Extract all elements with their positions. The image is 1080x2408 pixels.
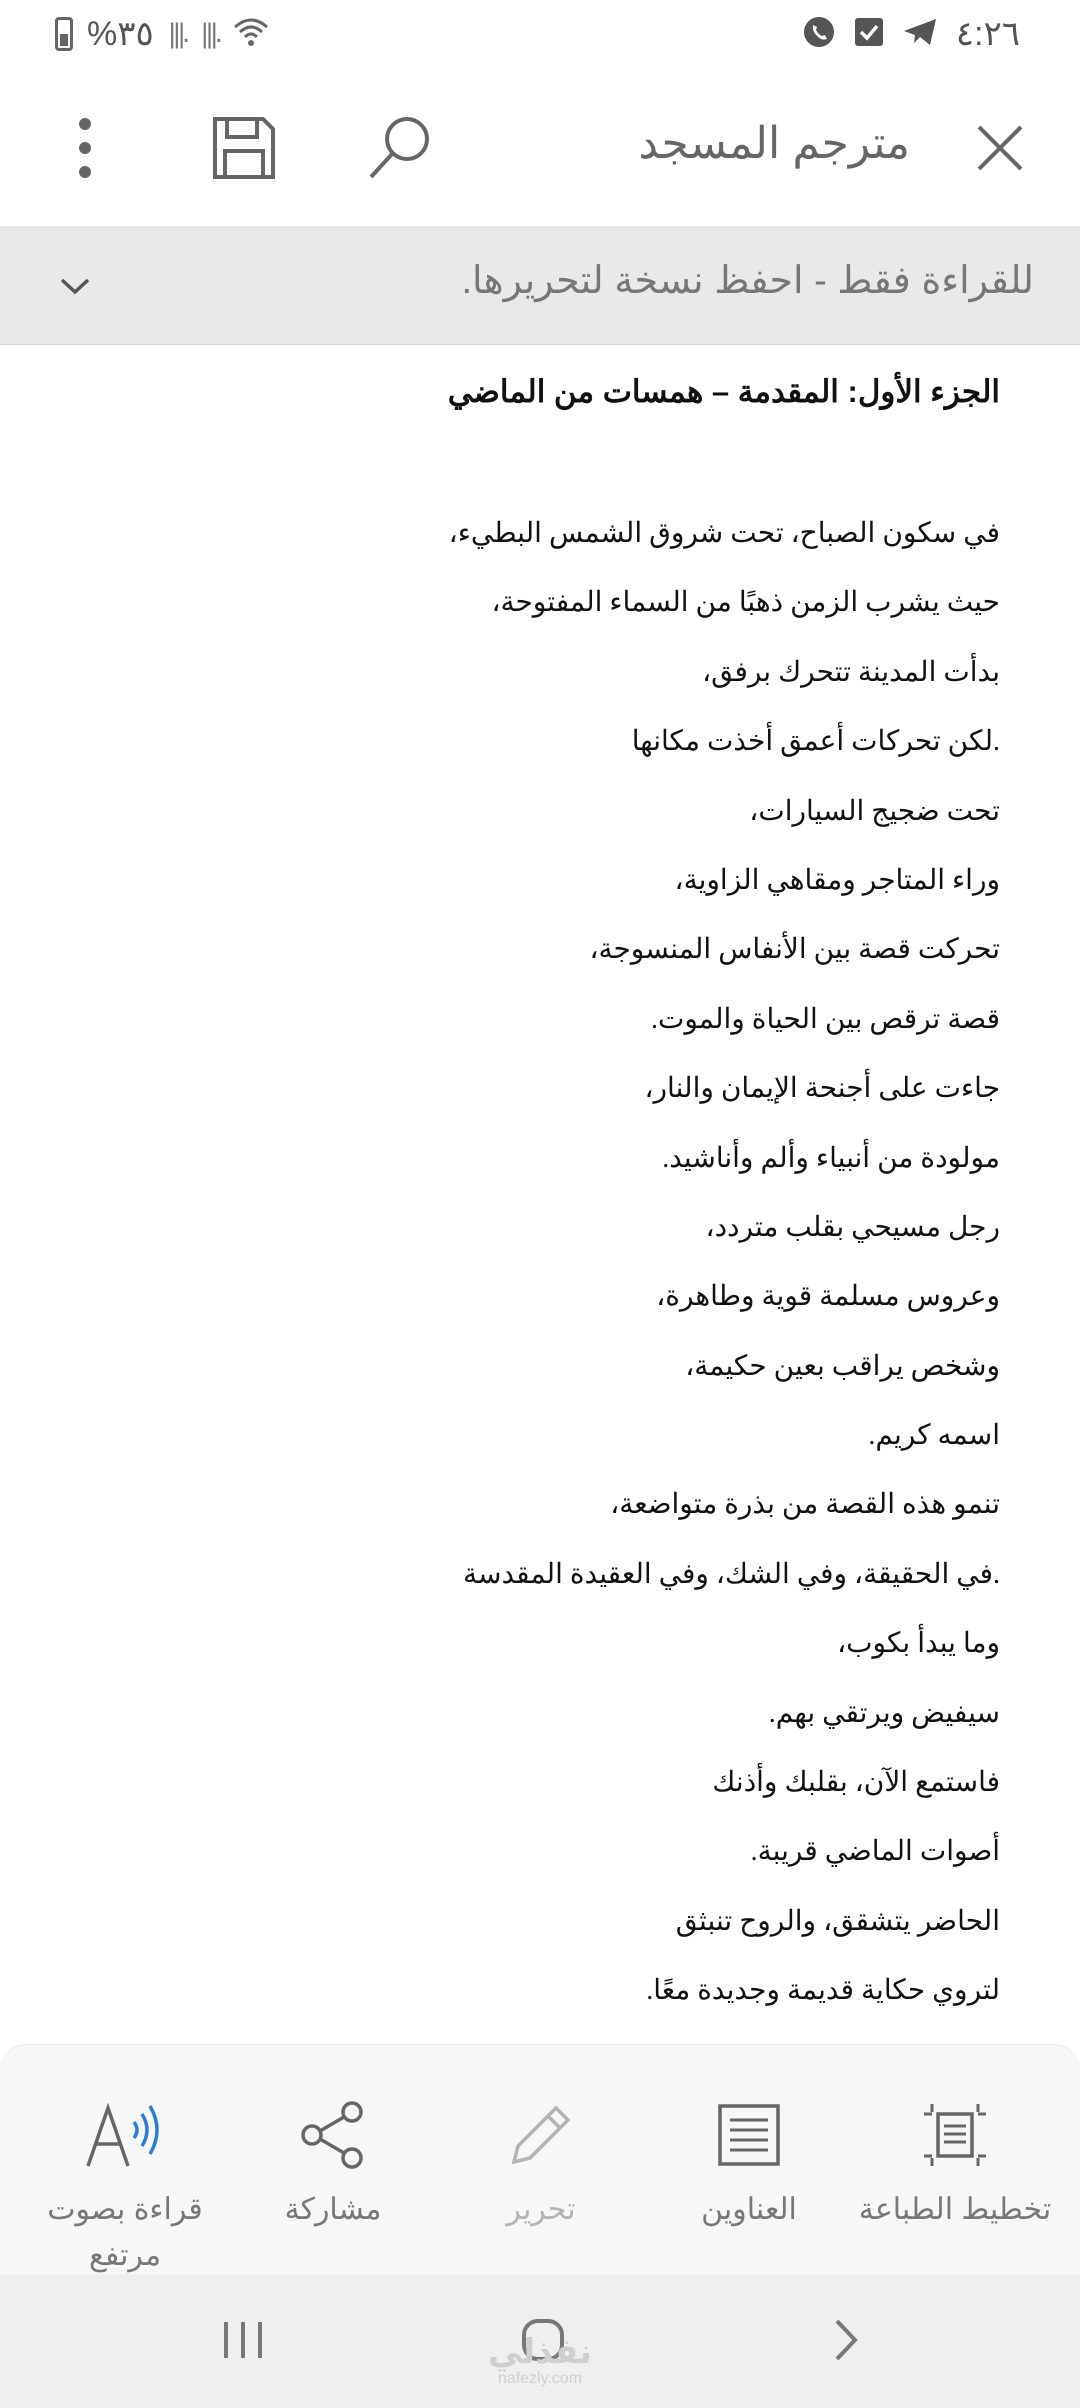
text-line: .في الحقيقة، وفي الشك، وفي العقيدة المقدسة (463, 1558, 1000, 1590)
signal-icon-2: |||. (200, 19, 219, 49)
text-line: في سكون الصباح، تحت شروق الشمس البطيء، (448, 518, 1000, 549)
text-line: جاءت على أجنحة الإيمان والنار، (644, 1073, 1000, 1105)
text-line: سيفيض ويرتقي بهم. (768, 1697, 1000, 1729)
save-button[interactable] (204, 108, 284, 188)
back-button[interactable] (805, 2310, 885, 2370)
share-icon (298, 2100, 368, 2170)
watermark (470, 2334, 610, 2388)
document-heading: الجزء الأول: المقدمة – همسات من الماضي (447, 374, 1000, 409)
text-line: حيث يشرب الزمن ذهبًا من السماء المفتوحة، (491, 587, 1000, 619)
text-line: رجل مسيحي بقلب متردد، (705, 1211, 1000, 1243)
clock: ٤:٢٦ (955, 15, 1020, 53)
headings-button[interactable] (644, 2095, 854, 2233)
text-line: أصوات الماضي قريبة. (750, 1836, 1000, 1868)
signal-icon: |||. (167, 19, 187, 49)
bottom-toolbar (0, 2044, 1080, 2275)
edit-button[interactable] (436, 2095, 646, 2233)
read-aloud-label: قراءة بصوت مرتفع (47, 2193, 203, 2272)
close-icon (975, 123, 1025, 173)
read-only-banner (0, 228, 1080, 345)
status-left-group (55, 14, 269, 54)
battery-level: %٣٥ (87, 15, 154, 53)
close-button[interactable] (960, 108, 1040, 188)
status-right-group (802, 14, 1020, 54)
watermark-brand: نفذلي (487, 2332, 593, 2372)
headings-label: العناوين (701, 2193, 797, 2226)
search-button[interactable] (360, 108, 440, 188)
text-line: وشخص يراقب بعين حكيمة، (685, 1350, 1000, 1382)
print-layout-label: تخطيط الطباعة (858, 2193, 1052, 2226)
app-bar (0, 70, 1080, 228)
document-body (0, 344, 1080, 2044)
chevron-down-icon (50, 260, 100, 310)
share-button[interactable] (228, 2095, 438, 2233)
read-aloud-button[interactable] (20, 2095, 230, 2279)
search-icon (365, 113, 435, 183)
wifi-icon (233, 17, 269, 51)
status-bar (0, 0, 1080, 70)
recent-apps-icon (218, 2318, 268, 2362)
system-navigation-bar (0, 2274, 1080, 2408)
print-layout-button[interactable] (850, 2095, 1060, 2233)
text-line: تنمو هذه القصة من بذرة متواضعة، (610, 1489, 1000, 1521)
text-line: وما يبدأ بكوب، (837, 1628, 1000, 1660)
text-line: بدأت المدينة تتحرك برفق، (702, 656, 1000, 688)
pencil-icon (506, 2100, 576, 2170)
text-line: مولودة من أنبياء وألم وأناشيد. (662, 1142, 1000, 1174)
document-title: مترجم المسجد (638, 119, 910, 168)
expand-banner-button[interactable] (50, 260, 100, 310)
text-line: فاستمع الآن، بقلبك وأذنك (712, 1767, 1000, 1799)
save-icon (211, 115, 277, 181)
edit-label: تحرير (506, 2193, 576, 2226)
more-options-button[interactable] (45, 108, 125, 188)
recent-apps-button[interactable] (203, 2310, 283, 2370)
share-label: مشاركة (284, 2193, 382, 2226)
text-line: قصة ترقص بين الحياة والموت. (650, 1003, 1000, 1035)
poem-lines (449, 514, 1000, 2041)
text-line: اسمه كريم. (868, 1420, 1000, 1452)
text-line: الحاضر يتشقق، والروح تنبثق (675, 1905, 1000, 1937)
checkbox-notification-icon (854, 17, 884, 51)
read-aloud-icon (80, 2100, 170, 2170)
text-line: وراء المتاجر ومقاهي الزاوية، (674, 864, 1000, 896)
text-line: وعروس مسلمة قوية وطاهرة، (656, 1281, 1000, 1313)
print-layout-icon (920, 2100, 990, 2170)
more-vertical-icon (75, 116, 95, 180)
telegram-icon (902, 17, 938, 51)
text-line: لتروي حكاية قديمة وجديدة معًا. (646, 1975, 1000, 2007)
headings-icon (714, 2100, 784, 2170)
text-line: تحت ضجيج السيارات، (749, 795, 1000, 827)
text-line: تحركت قصة بين الأنفاس المنسوجة، (589, 934, 1000, 966)
back-chevron-icon (825, 2315, 865, 2365)
battery-icon (55, 17, 73, 51)
watermark-site: nafezly.com (497, 2370, 583, 2387)
read-only-message: للقراءة فقط - احفظ نسخة لتحريرها. (461, 260, 1034, 302)
text-line: .لكن تحركات أعمق أخذت مكانها (631, 726, 1000, 758)
viber-icon (802, 15, 836, 53)
